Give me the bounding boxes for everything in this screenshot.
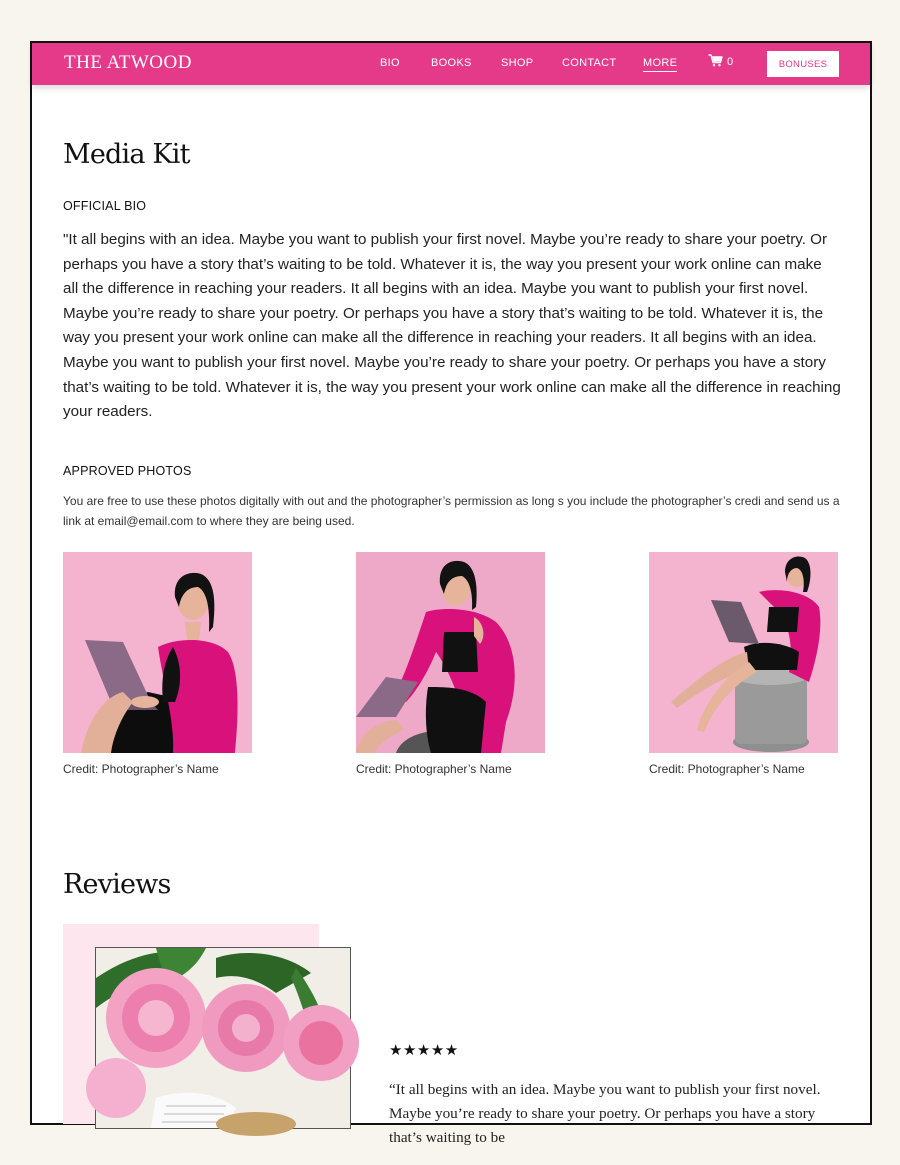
review-image-peonies <box>95 947 351 1129</box>
reviews-title: Reviews <box>63 869 171 900</box>
cart-icon <box>708 54 723 70</box>
bonuses-button[interactable]: BONUSES <box>766 50 840 78</box>
nav-shop[interactable]: SHOP <box>501 57 534 69</box>
cart-link[interactable] <box>708 54 733 70</box>
page-title: Media Kit <box>63 139 190 170</box>
nav-contact[interactable]: CONTACT <box>562 57 617 69</box>
nav-more[interactable]: MORE <box>643 57 677 72</box>
nav-bio[interactable]: BIO <box>380 57 400 69</box>
photo-credit-1: Credit: Photographer’s Name <box>63 762 219 776</box>
site-header <box>32 43 870 85</box>
review-rating-stars: ★★★★★ <box>389 1042 459 1059</box>
photo-credit-3: Credit: Photographer’s Name <box>649 762 805 776</box>
cart-count: 0 <box>727 56 734 68</box>
page-frame <box>30 41 872 1146</box>
site-logo[interactable]: THE ATWOOD <box>64 52 192 73</box>
bio-text: "It all begins with an idea. Maybe you want to publish your first novel. Maybe you’re ready to share your poetry. Or perhaps you have a story that’s waiting to be told. Whatever it is, the way you present your work online can make all the difference in reaching your readers. It all begins with an idea. Maybe you want to publish your first novel. Maybe you’re ready to share your poetry. Or perhaps you have a story that’s waiting to be told. Whatever it is, the way you present your work online can make all the difference in reaching your readers. It all begins with an idea. Maybe you want to publish your first novel. Maybe you’re ready to share your poetry. Or perhaps you have a story that’s waiting to be told. Whatever it is, the way you present your work online can make all the difference in reaching your readers. <box>63 231 841 421</box>
photo-credit-2: Credit: Photographer’s Name <box>356 762 512 776</box>
nav-books[interactable]: BOOKS <box>431 57 472 69</box>
approved-photo-2[interactable] <box>356 552 545 753</box>
approved-photo-1[interactable] <box>63 552 252 753</box>
approved-photo-3[interactable] <box>649 552 838 753</box>
review-text: “It all begins with an idea. Maybe you want to publish your first novel. Maybe you’re ready to share your poetry. Or perhaps you have a story that’s waiting to be <box>389 1081 821 1146</box>
approved-photos-label: APPROVED PHOTOS <box>63 464 192 478</box>
official-bio-label: OFFICIAL BIO <box>63 199 147 213</box>
photos-usage-note: You are free to use these photos digitally with out and the photographer’s permission as long s you include the photographer’s credi and send us a link at email@email.com to where they are being used. <box>63 494 840 528</box>
